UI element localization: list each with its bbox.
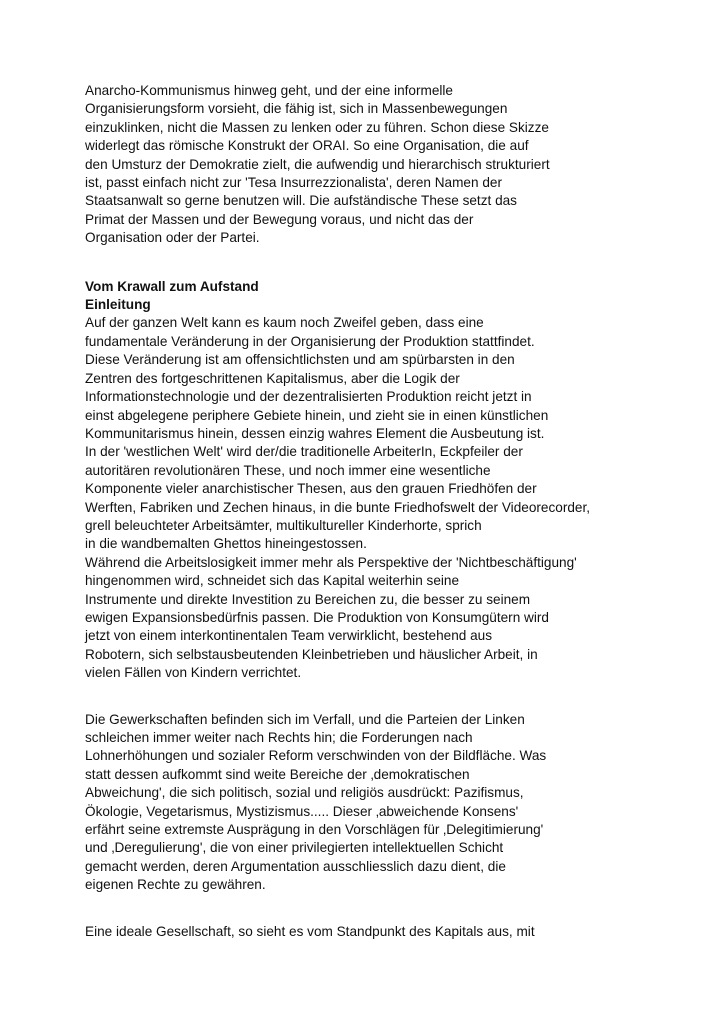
section-title: Vom Krawall zum Aufstand — [85, 278, 259, 294]
text-line: Staatsanwalt so gerne benutzen will. Die aufständische These setzt das — [85, 193, 517, 209]
text-line: autoritären revolutionären These, und noch immer eine wesentliche — [85, 462, 491, 478]
text-line: grell beleuchteter Arbeitsämter, multikultureller Kinderhorte, sprich — [85, 517, 482, 533]
paragraph-spacer — [85, 683, 705, 711]
text-line: Informationstechnologie und der dezentralisierten Produktion reicht jetzt in — [85, 389, 532, 405]
text-line: einst abgelegene periphere Gebiete hinein, und zieht sie in einen künstlichen — [85, 407, 549, 423]
text-line: Primat der Massen und der Bewegung voraus, und nicht das der — [85, 211, 474, 227]
text-line: vielen Fällen von Kindern verrichtet. — [85, 665, 302, 681]
text-line: fundamentale Veränderung in der Organisierung der Produktion stattfindet. — [85, 333, 535, 349]
text-line: widerlegt das römische Konstrukt der ORAI. So eine Organisation, die auf — [85, 138, 529, 154]
text-line: ewigen Expansionsbedürfnis passen. Die Produktion von Konsumgütern wird — [85, 609, 549, 625]
text-line: Werften, Fabriken und Zechen hinaus, in die bunte Friedhofswelt der Videorecorder, — [85, 499, 591, 515]
text-line: statt dessen aufkommt sind weite Bereiche der ‚demokratischen — [85, 766, 470, 782]
text-line: Kommunitarismus hinein, dessen einzig wahres Element die Ausbeutung ist. — [85, 425, 545, 441]
paragraph-unions — [85, 711, 705, 895]
text-line: Komponente vieler anarchistischer Thesen, aus den grauen Friedhöfen der — [85, 481, 537, 497]
text-line: Lohnerhöhungen und sozialer Reform verschwinden von der Bildfläche. Was — [85, 748, 547, 764]
text-line: In der 'westlichen Welt' wird der/die traditionelle ArbeiterIn, Eckpfeiler der — [85, 444, 523, 460]
text-line: und ‚Deregulierung', die von einer privilegierten intellektuellen Schicht — [85, 840, 504, 856]
paragraph-spacer — [85, 895, 705, 923]
text-line: schleichen immer weiter nach Rechts hin; die Forderungen nach — [85, 730, 473, 745]
paragraph-ideal-society — [85, 923, 705, 941]
text-line: Die Gewerkschaften befinden sich im Verfall, und die Parteien der Linken — [85, 711, 525, 727]
text-line: gemacht werden, deren Argumentation ausschliesslich dazu dient, die — [85, 858, 506, 874]
text-line: in die wandbemalten Ghettos hineingestossen. — [85, 536, 367, 552]
section-subtitle: Einleitung — [85, 297, 151, 313]
text-line: erfährt seine extremste Ausprägung in den Vorschlägen für ‚Delegitimierung' — [85, 822, 544, 838]
text-line: Organisierungsform vorsieht, die fähig ist, sich in Massenbewegungen — [85, 101, 508, 117]
text-line: Abweichung', die sich politisch, sozial und religiös ausdrückt: Pazifismus, — [85, 785, 524, 801]
text-line: Während die Arbeitslosigkeit immer mehr als Perspektive der 'Nichtbeschäftigung' — [85, 554, 577, 570]
text-line: einzuklinken, nicht die Massen zu lenken oder zu führen. Schon diese Skizze — [85, 119, 549, 135]
paragraph-spacer — [85, 248, 705, 278]
document-page — [85, 82, 705, 941]
paragraph-introduction — [85, 314, 705, 682]
text-line: Zentren des fortgeschrittenen Kapitalismus, aber die Logik der — [85, 370, 460, 386]
text-line: Robotern, sich selbstausbeutenden Kleinbetrieben und häuslicher Arbeit, in — [85, 646, 538, 662]
text-line: Organisation oder der Partei. — [85, 230, 260, 246]
text-line: Anarcho-Kommunismus hinweg geht, und der eine informelle — [85, 83, 453, 98]
text-line: ist, passt einfach nicht zur 'Tesa Insurrezzionalista', deren Namen der — [85, 175, 502, 191]
section-heading — [85, 278, 705, 315]
text-line: Instrumente und direkte Investition zu Bereichen zu, die besser zu seinem — [85, 591, 531, 607]
text-line: Ökologie, Vegetarismus, Mystizismus..... Dieser ‚abweichende Konsens' — [85, 803, 519, 819]
text-line: hingenommen wird, schneidet sich das Kapital weiterhin seine — [85, 573, 460, 589]
text-line: Diese Veränderung ist am offensichtlichsten und am spürbarsten in den — [85, 352, 515, 368]
text-line: Eine ideale Gesellschaft, so sieht es vom Standpunkt des Kapitals aus, mit — [85, 923, 535, 939]
text-line: eigenen Rechte zu gewähren. — [85, 877, 266, 893]
text-line: Auf der ganzen Welt kann es kaum noch Zweifel geben, dass eine — [85, 315, 484, 331]
text-line: den Umsturz der Demokratie zielt, die aufwendig und hierarchisch strukturiert — [85, 156, 550, 172]
paragraph-intro — [85, 82, 705, 248]
text-line: jetzt von einem interkontinentalen Team verwirklicht, bestehend aus — [85, 628, 493, 644]
